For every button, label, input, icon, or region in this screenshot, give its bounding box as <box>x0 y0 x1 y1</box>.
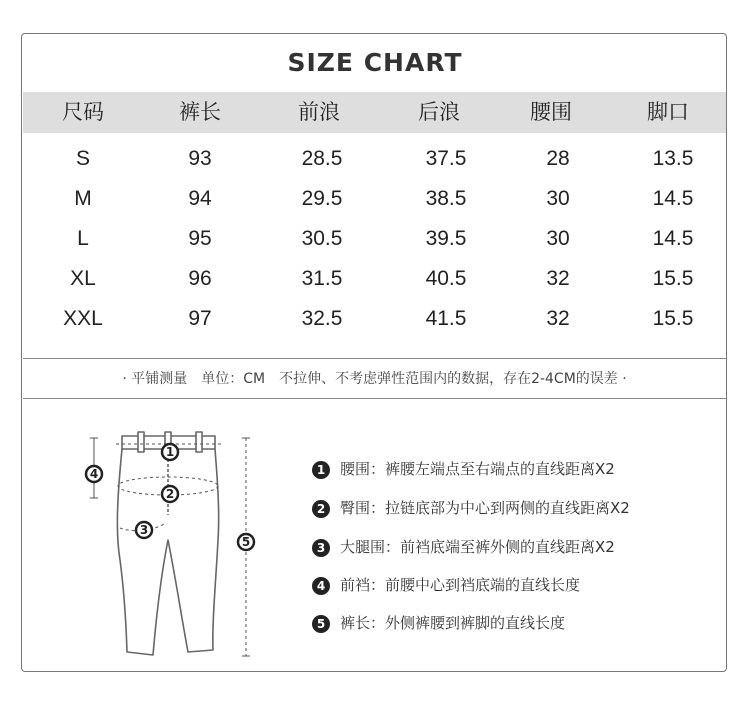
legend-number: 3 <box>312 539 330 557</box>
cell-waist: 30 <box>546 227 570 250</box>
cell-back-rise: 41.5 <box>425 307 467 330</box>
marker-4: 4 <box>89 467 99 481</box>
table-header <box>23 92 726 133</box>
legend-item <box>312 458 615 480</box>
legend-number: 2 <box>312 500 330 518</box>
cell-waist: 30 <box>546 187 570 210</box>
table-row <box>23 147 726 173</box>
table-row <box>23 227 726 253</box>
legend-number: 1 <box>312 461 330 479</box>
cell-back-rise: 38.5 <box>425 187 467 210</box>
cell-front-rise: 28.5 <box>301 147 343 170</box>
cell-length: 97 <box>188 307 212 330</box>
header-back-rise: 后浪 <box>418 100 460 124</box>
cell-waist: 28 <box>546 147 570 170</box>
legend-item <box>312 536 615 558</box>
legend-text: 裤长：外侧裤腰到裤脚的直线长度 <box>340 614 566 632</box>
header-length: 裤长 <box>179 100 221 124</box>
cell-hem: 15.5 <box>652 267 694 290</box>
legend-text: 臀围：拉链底部为中心到两侧的直线距离X2 <box>340 499 630 517</box>
legend-text: 腰围：裤腰左端点至右端点的直线距离X2 <box>340 460 615 478</box>
cell-front-rise: 30.5 <box>301 227 343 250</box>
header-waist: 腰围 <box>530 100 572 124</box>
cell-waist: 32 <box>546 267 570 290</box>
cell-hem: 14.5 <box>652 227 694 250</box>
cell-length: 96 <box>188 267 212 290</box>
cell-size: M <box>74 187 92 210</box>
legend-text: 大腿围：前裆底端至裤外侧的直线距离X2 <box>340 538 615 556</box>
marker-5: 5 <box>241 535 251 549</box>
legend-item <box>312 497 630 519</box>
cell-size: L <box>77 227 89 250</box>
marker-2: 2 <box>165 487 175 501</box>
cell-hem: 13.5 <box>652 147 694 170</box>
cell-front-rise: 31.5 <box>301 267 343 290</box>
header-front-rise: 前浪 <box>298 100 340 124</box>
cell-waist: 32 <box>546 307 570 330</box>
legend-item <box>312 612 565 634</box>
cell-size: XL <box>70 267 96 290</box>
marker-1: 1 <box>165 445 175 459</box>
cell-back-rise: 39.5 <box>425 227 467 250</box>
table-row <box>23 187 726 213</box>
header-hem: 脚口 <box>647 100 689 124</box>
divider <box>23 398 726 399</box>
pants-diagram <box>60 420 270 665</box>
belt-loop <box>196 432 202 452</box>
chart-title: SIZE CHART <box>287 48 463 77</box>
legend-item <box>312 574 580 596</box>
cell-hem: 15.5 <box>652 307 694 330</box>
cell-back-rise: 37.5 <box>425 147 467 170</box>
table-row <box>23 267 726 293</box>
legend-text: 前裆：前腰中心到裆底端的直线长度 <box>340 576 581 594</box>
cell-size: S <box>75 147 90 170</box>
measurement-note: · 平铺测量 单位：CM 不拉伸、不考虑弹性范围内的数据，存在2-4CM的误差 · <box>122 371 627 387</box>
cell-hem: 14.5 <box>652 187 694 210</box>
cell-front-rise: 32.5 <box>301 307 343 330</box>
legend-number: 5 <box>312 615 330 633</box>
belt-loop <box>138 432 144 452</box>
table-row <box>23 307 726 333</box>
legend-number: 4 <box>312 577 330 595</box>
cell-front-rise: 29.5 <box>301 187 343 210</box>
cell-length: 93 <box>188 147 212 170</box>
cell-length: 94 <box>188 187 212 210</box>
marker-3: 3 <box>139 523 149 537</box>
header-size: 尺码 <box>62 100 104 124</box>
cell-length: 95 <box>188 227 212 250</box>
cell-size: XXL <box>63 307 103 330</box>
cell-back-rise: 40.5 <box>425 267 467 290</box>
